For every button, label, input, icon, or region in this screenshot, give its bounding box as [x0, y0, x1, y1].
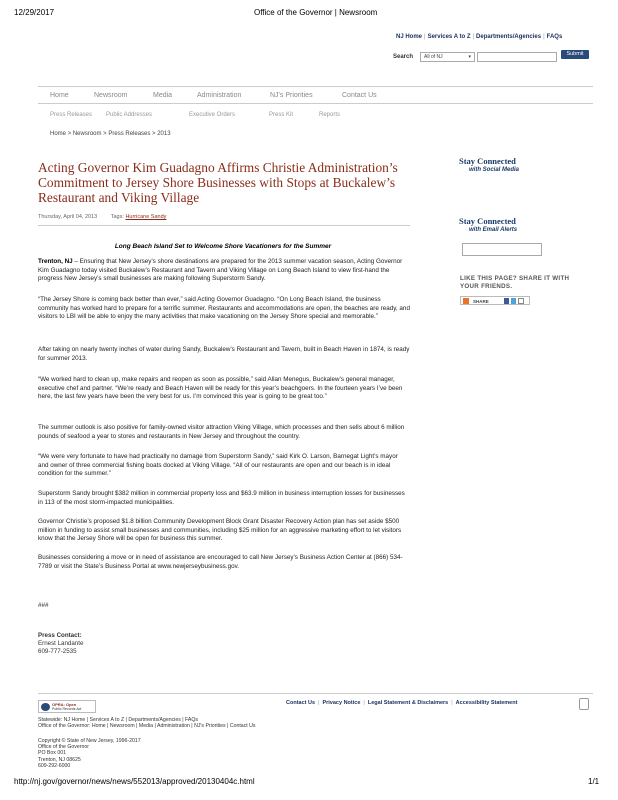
divider [38, 225, 410, 226]
twitter-icon [511, 298, 516, 304]
email-title: Stay Connected [459, 216, 516, 226]
top-links: NJ Home | Services A to Z | Departments/Agencies | FAQs [396, 34, 563, 40]
subnav-press-releases[interactable]: Press Releases [50, 112, 93, 118]
main-nav [38, 86, 593, 104]
lead-text: – Ensuring that New Jersey’s shore destinations are prepared for the 2013 summer vacation season, Acting Governor Kim Guadagno today visited Buckalew’s Restaurant and Tavern and Viking Village on Long Beach Island to view first-hand the progress New Jersey’s small businesses are making following Superstorm Sandy. [38, 258, 403, 282]
share-plus-icon [463, 298, 469, 304]
dateline: Trenton, NJ [38, 258, 73, 265]
opra-logo[interactable] [38, 700, 96, 713]
address-line: Trenton, NJ 08625 [38, 756, 81, 763]
top-link-nj-home[interactable]: NJ Home [396, 34, 423, 40]
press-contact-name: Ernest Landante [38, 640, 84, 647]
tags-label: Tags: [110, 214, 124, 220]
accessibility-icon[interactable] [579, 698, 589, 710]
breadcrumb[interactable]: Home > Newsroom > Press Releases > 2013 [50, 131, 171, 137]
opra-label-sub: Public Records Act [52, 707, 82, 711]
search-scope-value: All of NJ [424, 54, 443, 60]
opra-label: OPRA: Open [52, 702, 77, 707]
email-subtitle[interactable]: with Email Alerts [469, 227, 518, 233]
search-input[interactable] [477, 52, 557, 62]
share-label: SHARE [473, 299, 489, 304]
address [38, 744, 238, 770]
article-date: Thursday, April 04, 2013 [38, 214, 98, 220]
nav-administration[interactable]: Administration [197, 92, 242, 99]
footer-accessibility-link[interactable]: Accessibility Statement [455, 700, 518, 706]
footer-privacy-link[interactable]: Privacy Notice [322, 700, 361, 706]
facebook-icon [504, 298, 509, 304]
footer-legal-link[interactable]: Legal Statement & Disclaimers [367, 700, 449, 706]
subheadline: Long Beach Island Set to Welcome Shore Vacationers for the Summer [114, 243, 332, 250]
share-prompt: LIKE THIS PAGE? SHARE IT WITH YOUR FRIENDS. [460, 275, 570, 290]
nav-contact[interactable]: Contact Us [342, 92, 377, 99]
chevron-down-icon: ▾ [468, 54, 471, 60]
subnav-executive-orders[interactable]: Executive Orders [189, 112, 236, 118]
article-meta [38, 214, 166, 220]
sub-nav [38, 112, 593, 124]
top-link-faqs[interactable]: FAQs [546, 34, 563, 40]
social-subtitle[interactable]: with Social Media [469, 167, 520, 173]
address-line: 609-292-6000 [38, 763, 71, 770]
body-paragraph: After taking on nearly twenty inches of water during Sandy, Buckalew’s Restaurant and Tavern, built in Beach Haven in 1874, is ready for summer 2013. [38, 346, 410, 362]
nav-media[interactable]: Media [153, 92, 173, 99]
footer-links: Contact Us | Privacy Notice | Legal Statement & Disclaimers | Accessibility Statement [286, 700, 518, 706]
body-paragraph: Governor Christie’s proposed $1.8 billion Community Development Block Grant Disaster Recovery Action plan has set aside $500 million in funding to assist small businesses and communities, including $25 million for an aggressive marketing effort to let visitors know that the Jersey Shore will be open for business this summer. [38, 518, 402, 542]
footer-contact-link[interactable]: Contact Us [286, 700, 316, 706]
body-paragraph: Businesses considering a move or in need of assistance are encouraged to call New Jersey’s Business Action Center at (866) 534-7789 or visit the State’s Business Portal at www.newjerseybusiness.gov. [38, 554, 403, 570]
subnav-reports[interactable]: Reports [319, 112, 341, 118]
tag-link[interactable]: Hurricane Sandy [125, 214, 167, 220]
social-title: Stay Connected [459, 156, 516, 166]
statewide-links[interactable]: Statewide: NJ Home | Services A to Z | Departments/Agencies | FAQs [38, 717, 199, 723]
search-label: Search [393, 54, 414, 60]
press-contact-phone: 609-777-2535 [38, 648, 77, 655]
email-icon [518, 298, 524, 304]
footer-divider [38, 693, 593, 694]
subnav-public-addresses[interactable]: Public Addresses [106, 112, 153, 118]
office-links[interactable]: Office of the Governor: Home | Newsroom | Media | Administration | NJ's Priorities | Contact Us [38, 723, 256, 729]
print-title: Office of the Governor | Newsroom [254, 8, 378, 17]
page-title: Acting Governor Kim Guadagno Affirms Christie Administration’s Commitment to Jersey Shore Businesses with Stops at Buckalew’s Restaurant and Viking Village [38, 160, 398, 205]
lead-paragraph [38, 258, 410, 284]
opra-seal-icon [41, 703, 50, 711]
top-link-services[interactable]: Services A to Z [427, 34, 471, 40]
address-line: PO Box 001 [38, 750, 66, 757]
search-scope-select[interactable] [420, 52, 475, 62]
nav-home[interactable]: Home [50, 92, 69, 99]
press-contact [38, 632, 158, 656]
body-paragraph: “The Jersey Shore is coming back better than ever,” said Acting Governor Guadagno. “On Long Beach Island, the business community has worked hard to prepare for a terrific summer. Restaurants and accommodations are open, the beaches are ready, and visitors to LBI will be able to enjoy the many activities that make vacationing on the Jersey Shore special and memorable.” [38, 296, 410, 320]
end-mark: ### [38, 602, 49, 609]
share-button[interactable] [460, 296, 530, 305]
body-paragraph: “We were very fortunate to have had practically no damage from Superstorm Sandy,” said Kirk O. Larson, Barnegat Light’s mayor and owner of three commercial fishing boats docked at Viking Village. “All of our restaurants are open and our beach is in ideal condition for the summer.” [38, 453, 398, 477]
search-submit-button[interactable]: Submit [561, 50, 589, 59]
print-url: http://nj.gov/governor/news/news/552013/approved/20130404c.html [14, 777, 255, 786]
nav-priorities[interactable]: NJ's Priorities [270, 92, 313, 99]
copyright: Copyright © State of New Jersey, 1996-2017 [38, 738, 141, 744]
subnav-press-kit[interactable]: Press Kit [269, 112, 294, 118]
nav-newsroom[interactable]: Newsroom [94, 92, 128, 99]
body-paragraph: “We worked hard to clean up, make repairs and reopen as soon as possible,” said Allan Menegus, Buckalew’s general manager, executive chef and partner. “We’re ready and Beach Haven will be ready for this year’s beachgoers. In the fourteen years I’ve been here, the last few years have been the very best for us. I’m convinced this year is going to be great too.” [38, 376, 403, 400]
body-paragraph: The summer outlook is also positive for family-owned visitor attraction Viking Village, which processes and then sells about 6 million pounds of seafood a year to stores and restaurants in New Jersey and throughout the country. [38, 424, 405, 440]
press-contact-label: Press Contact: [38, 632, 82, 639]
top-link-departments[interactable]: Departments/Agencies [476, 34, 542, 40]
print-date: 12/29/2017 [14, 8, 55, 17]
print-page: 1/1 [588, 777, 600, 786]
email-input[interactable] [462, 243, 542, 256]
body-paragraph: Superstorm Sandy brought $382 million in commercial property loss and $63.9 million in business interruption losses for businesses in 113 of the most storm-impacted municipalities. [38, 490, 405, 506]
address-line: Office of the Governor [38, 744, 89, 750]
